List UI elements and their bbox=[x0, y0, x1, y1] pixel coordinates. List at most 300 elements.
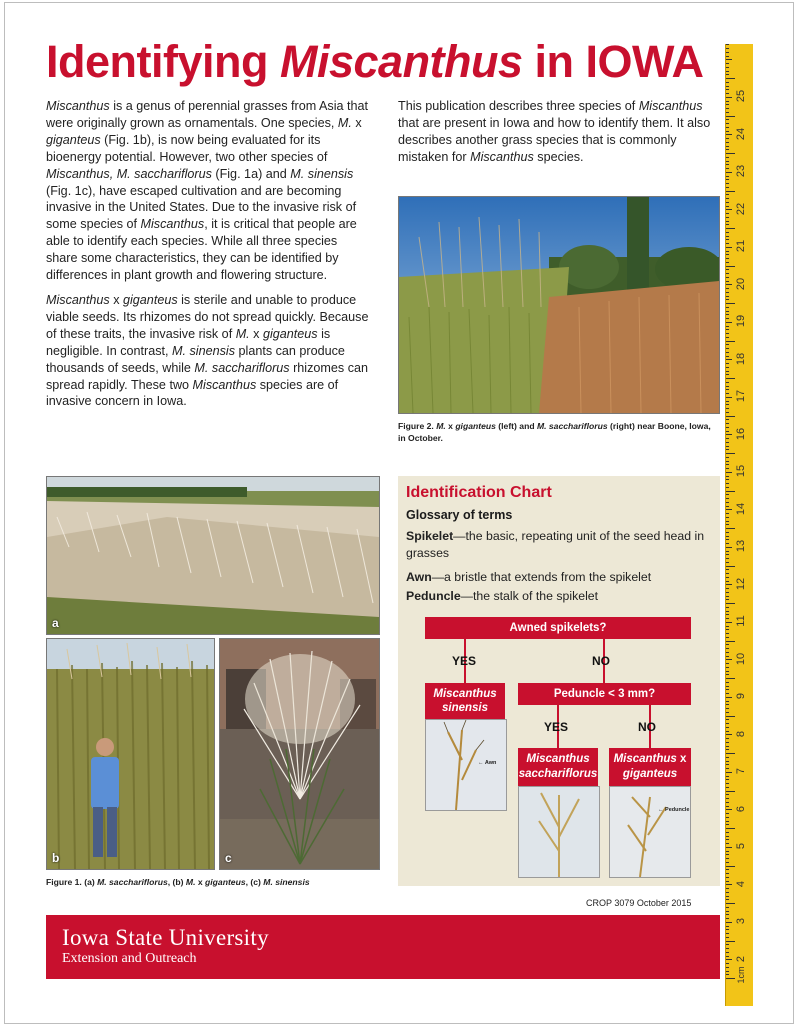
ruler-tick bbox=[726, 382, 729, 383]
ruler-tick bbox=[726, 723, 729, 724]
ruler-tick bbox=[726, 843, 729, 844]
ruler-tick bbox=[726, 254, 729, 255]
text-run: Miscanthus, M. sacchariflorus bbox=[46, 166, 212, 181]
ruler-tick bbox=[726, 783, 729, 784]
ruler-tick bbox=[726, 449, 729, 450]
ruler-tick bbox=[726, 198, 729, 199]
ruler-tick bbox=[726, 776, 729, 777]
ruler-tick bbox=[726, 322, 732, 323]
ruler-tick bbox=[726, 566, 735, 567]
ruler-tick bbox=[726, 416, 735, 417]
footer-banner bbox=[46, 915, 720, 979]
answer-no-1: NO bbox=[592, 654, 610, 668]
id-chart-title: Identification Chart bbox=[406, 484, 552, 501]
ruler-tick bbox=[726, 716, 735, 717]
glossary-heading: Glossary of terms bbox=[406, 508, 513, 522]
ruler-tick bbox=[726, 596, 729, 597]
ruler-number: 16 bbox=[735, 427, 747, 440]
ruler-tick bbox=[726, 408, 729, 409]
ruler-tick bbox=[726, 671, 729, 672]
ruler-tick bbox=[726, 648, 729, 649]
ruler-tick bbox=[726, 269, 729, 270]
intro-left-column bbox=[46, 98, 372, 418]
ruler-tick bbox=[726, 138, 729, 139]
ruler-tick bbox=[726, 817, 729, 818]
figure-2-photo bbox=[398, 196, 720, 414]
ruler-tick bbox=[726, 896, 729, 897]
ruler-tick bbox=[726, 453, 735, 454]
ruler-tick bbox=[726, 607, 729, 608]
ruler-tick bbox=[726, 311, 729, 312]
ruler-tick bbox=[726, 153, 735, 154]
ruler-tick bbox=[726, 674, 729, 675]
ruler-tick bbox=[726, 491, 735, 492]
ruler-tick bbox=[726, 464, 729, 465]
ruler-tick bbox=[726, 314, 729, 315]
ruler-number: 3 bbox=[735, 917, 747, 925]
text-run: is sterile and unable to produce viable seeds. Its rhizomes do not spread quickly. Because of these traits, the invasive risk of bbox=[46, 292, 369, 341]
ruler-tick bbox=[726, 303, 735, 304]
ruler-tick bbox=[726, 862, 729, 863]
ruler-number: 24 bbox=[735, 127, 747, 140]
ruler-tick bbox=[726, 974, 729, 975]
ruler-tick bbox=[726, 89, 729, 90]
ruler-tick bbox=[726, 794, 729, 795]
text-run: This publication describes three species of bbox=[398, 99, 639, 113]
ruler-tick bbox=[726, 569, 729, 570]
ruler-tick bbox=[726, 892, 729, 893]
intro-right-column bbox=[398, 98, 720, 174]
ruler-tick bbox=[726, 146, 729, 147]
ruler-tick bbox=[726, 404, 729, 405]
ruler-tick bbox=[726, 78, 735, 79]
figure-1b-photo bbox=[46, 638, 215, 870]
ruler-tick bbox=[726, 149, 729, 150]
ruler-tick bbox=[726, 359, 732, 360]
ruler-tick bbox=[726, 56, 729, 57]
ruler-tick bbox=[726, 918, 729, 919]
ruler-tick bbox=[726, 798, 729, 799]
ruler-tick bbox=[726, 251, 729, 252]
ruler-tick bbox=[726, 764, 729, 765]
ruler-number: 9 bbox=[735, 692, 747, 700]
ruler-tick bbox=[726, 472, 732, 473]
ruler-number: 21 bbox=[735, 239, 747, 253]
ruler-tick bbox=[726, 228, 735, 229]
ruler-tick bbox=[726, 116, 735, 117]
ruler-tick bbox=[726, 52, 729, 53]
ruler-tick bbox=[726, 266, 735, 267]
ruler-tick bbox=[726, 284, 732, 285]
ruler-number: 17 bbox=[735, 389, 747, 403]
ruler-tick bbox=[726, 554, 729, 555]
text-run: , (b) bbox=[167, 877, 186, 887]
text-run: species. bbox=[533, 149, 584, 164]
ruler-tick bbox=[726, 427, 729, 428]
ruler-tick bbox=[726, 93, 729, 94]
page-title: Identifying Miscanthus in IOWA bbox=[46, 36, 704, 87]
ruler-tick bbox=[726, 172, 732, 173]
awn-label: ← Awn bbox=[478, 760, 497, 766]
ruler-number: 18 bbox=[735, 352, 747, 365]
ruler-number: 11 bbox=[735, 615, 747, 627]
figure-1a-letter: a bbox=[52, 616, 59, 630]
ruler-tick bbox=[726, 536, 729, 537]
ruler-tick bbox=[726, 532, 729, 533]
ruler-tick bbox=[726, 318, 729, 319]
ruler-tick bbox=[726, 772, 732, 773]
ruler-tick bbox=[726, 356, 729, 357]
ruler-tick bbox=[726, 161, 729, 162]
publication-info: CROP 3079 October 2015 bbox=[586, 898, 692, 908]
ruler-tick bbox=[726, 326, 729, 327]
ruler-tick bbox=[726, 337, 729, 338]
text-run: Miscanthus bbox=[46, 292, 110, 307]
ruler-tick bbox=[726, 914, 729, 915]
text-run: Miscanthus bbox=[192, 377, 257, 392]
ruler-tick bbox=[726, 502, 729, 503]
text-run: that are present in Iowa and how to identify them. It also describes another grass species that is commonly mistaken for bbox=[398, 115, 711, 164]
ruler-tick bbox=[726, 476, 729, 477]
ruler-tick bbox=[726, 952, 729, 953]
spikelet-photo-sacchariflorus bbox=[518, 786, 600, 878]
ruler-number: 2 bbox=[735, 955, 747, 962]
ruler-tick bbox=[726, 832, 729, 833]
ruler-number: 12 bbox=[735, 577, 747, 590]
ruler-tick bbox=[726, 183, 729, 184]
ruler-number: 8 bbox=[735, 730, 747, 737]
ruler-tick bbox=[726, 926, 729, 927]
text-run: M. sinensis bbox=[172, 343, 236, 358]
ruler-tick bbox=[726, 757, 729, 758]
text-run: M. sacchariflorus bbox=[536, 421, 608, 431]
ruler-tick bbox=[726, 348, 729, 349]
ruler-tick bbox=[726, 749, 729, 750]
ruler-tick bbox=[726, 112, 729, 113]
ruler-tick bbox=[726, 963, 729, 964]
ruler-tick bbox=[726, 438, 729, 439]
text-run: Miscanthus bbox=[140, 217, 205, 232]
ruler-tick bbox=[726, 176, 729, 177]
ruler-tick bbox=[726, 633, 729, 634]
ruler-tick bbox=[726, 873, 729, 874]
ruler-tick bbox=[726, 487, 729, 488]
text-run: M. sacchariflorus bbox=[97, 877, 168, 887]
ruler-tick bbox=[726, 558, 729, 559]
ruler-tick bbox=[726, 104, 729, 105]
ruler-tick bbox=[726, 517, 729, 518]
ruler-tick bbox=[726, 371, 729, 372]
text-run: M. bbox=[436, 421, 446, 431]
ruler-tick bbox=[726, 888, 729, 889]
ruler-tick bbox=[726, 157, 729, 158]
text-run: Figure 2. bbox=[398, 421, 437, 431]
text-run: Miscanthus bbox=[638, 99, 703, 113]
ruler-tick bbox=[726, 944, 729, 945]
ruler-tick bbox=[726, 509, 732, 510]
ruler-tick bbox=[726, 333, 729, 334]
ruler-tick bbox=[726, 881, 729, 882]
ruler-tick bbox=[726, 693, 729, 694]
ruler-tick bbox=[726, 86, 729, 87]
figure-2-caption bbox=[398, 420, 720, 444]
ruler-number: 14 bbox=[735, 502, 747, 515]
ruler-tick bbox=[726, 907, 729, 908]
ruler-tick bbox=[726, 584, 732, 585]
ruler-tick bbox=[726, 202, 729, 203]
ruler-tick bbox=[726, 539, 729, 540]
ruler-tick bbox=[726, 899, 729, 900]
ruler-number: 20 bbox=[735, 277, 747, 290]
ruler-tick bbox=[726, 978, 735, 979]
ruler-tick bbox=[726, 941, 735, 942]
ruler-tick bbox=[726, 446, 729, 447]
glossary-peduncle: Peduncle—the stalk of the spikelet bbox=[406, 589, 599, 603]
ruler-tick bbox=[726, 232, 729, 233]
text-run: giganteus bbox=[46, 132, 101, 147]
ruler-tick bbox=[726, 551, 729, 552]
ruler-tick bbox=[726, 127, 729, 128]
ruler-tick bbox=[726, 134, 732, 135]
text-run: M. bbox=[235, 326, 250, 341]
ruler-tick bbox=[726, 659, 732, 660]
text-run: x bbox=[249, 326, 263, 341]
text-run: giganteus bbox=[205, 877, 246, 887]
ruler-tick bbox=[726, 524, 729, 525]
ruler-tick bbox=[726, 562, 729, 563]
ruler-tick bbox=[726, 903, 735, 904]
text-run: (Fig. 1c), have escaped cultivation and are becoming invasive in the United States. Due to the invasive risk of some species of bbox=[46, 183, 357, 232]
ruler-tick bbox=[726, 168, 729, 169]
text-run: M. bbox=[337, 115, 352, 130]
ruler-tick bbox=[726, 206, 729, 207]
ruler-tick bbox=[726, 442, 729, 443]
ruler-tick bbox=[726, 97, 732, 98]
answer-no-2: NO bbox=[638, 720, 656, 734]
ruler-tick bbox=[726, 71, 729, 72]
ruler-tick bbox=[726, 599, 729, 600]
ruler-tick bbox=[726, 629, 729, 630]
ruler-tick bbox=[726, 933, 729, 934]
ruler-tick bbox=[726, 292, 729, 293]
ruler-number: 23 bbox=[735, 164, 747, 178]
text-run: giganteus bbox=[455, 421, 496, 431]
text-run: is negligible. In contrast, bbox=[46, 326, 331, 358]
ruler-tick bbox=[726, 641, 735, 642]
identification-chart bbox=[398, 476, 720, 886]
text-run: giganteus bbox=[123, 292, 178, 307]
ruler-tick bbox=[726, 652, 729, 653]
text-run: x bbox=[445, 421, 456, 431]
ruler-tick bbox=[726, 419, 729, 420]
ruler-tick bbox=[726, 592, 729, 593]
ruler-tick bbox=[726, 922, 732, 923]
ruler-tick bbox=[726, 704, 729, 705]
ruler-tick bbox=[726, 731, 729, 732]
ruler-tick bbox=[726, 719, 729, 720]
ruler-tick bbox=[726, 378, 735, 379]
ruler-unit-label: 1cm bbox=[736, 966, 746, 984]
ruler-tick bbox=[726, 622, 732, 623]
ruler-tick bbox=[726, 461, 729, 462]
figure-1a-photo bbox=[46, 476, 380, 635]
ruler-tick bbox=[726, 712, 729, 713]
text-run: M. sinensis bbox=[290, 166, 354, 181]
ruler-tick bbox=[726, 937, 729, 938]
ruler-tick bbox=[726, 828, 735, 829]
text-run: Miscanthus bbox=[470, 149, 534, 164]
ruler-tick bbox=[726, 809, 732, 810]
ruler-tick bbox=[726, 839, 729, 840]
ruler-tick bbox=[726, 614, 729, 615]
intro-paragraph-1 bbox=[46, 98, 372, 284]
ruler-tick bbox=[726, 213, 729, 214]
ruler-tick bbox=[726, 194, 729, 195]
ruler-number: 25 bbox=[735, 89, 747, 103]
ruler-tick bbox=[726, 877, 729, 878]
ruler-tick bbox=[726, 434, 732, 435]
ruler-tick bbox=[726, 299, 729, 300]
figure-1b-letter: b bbox=[52, 851, 60, 865]
ruler-tick bbox=[726, 123, 729, 124]
text-run: rhizomes can spread rapidly. These two bbox=[46, 360, 369, 392]
ruler-tick bbox=[726, 258, 729, 259]
ruler-tick bbox=[726, 224, 729, 225]
text-run: (right) near Boone, Iowa, in October. bbox=[398, 421, 711, 443]
ruler-tick bbox=[726, 663, 729, 664]
ruler-tick bbox=[726, 682, 729, 683]
text-run: , it is critical that people are able to identify each species. While all three species share some characteristics, they can be identified by differences in plant growth and flowering structure. bbox=[46, 217, 357, 283]
ruler-tick bbox=[726, 869, 729, 870]
ruler-tick bbox=[726, 457, 729, 458]
ruler-tick bbox=[726, 423, 729, 424]
ruler-tick bbox=[726, 543, 729, 544]
text-run: (Fig. 1a) and bbox=[211, 166, 291, 181]
text-run: M. bbox=[185, 877, 196, 887]
ruler-tick bbox=[726, 221, 729, 222]
ruler-number: 4 bbox=[735, 880, 747, 887]
figure-1-caption bbox=[46, 876, 386, 888]
answer-yes-1: YES bbox=[452, 654, 477, 668]
ruler-tick bbox=[726, 48, 729, 49]
centimeter-ruler bbox=[725, 44, 753, 1006]
ruler-number: 15 bbox=[735, 464, 747, 478]
ruler-tick bbox=[726, 397, 732, 398]
text-run: giganteus bbox=[262, 326, 318, 341]
ruler-tick bbox=[726, 262, 729, 263]
ruler-tick bbox=[726, 528, 735, 529]
ruler-tick bbox=[726, 577, 729, 578]
ruler-tick bbox=[726, 821, 729, 822]
ruler-tick bbox=[726, 217, 729, 218]
ruler-number: 13 bbox=[735, 539, 747, 553]
ruler-tick bbox=[726, 854, 729, 855]
ruler-tick bbox=[726, 802, 729, 803]
ruler-tick bbox=[726, 637, 729, 638]
glossary-spikelet: Spikelet—the basic, repeating unit of the seed head in grasses bbox=[406, 529, 705, 560]
ruler-tick bbox=[726, 63, 729, 64]
ruler-tick bbox=[726, 959, 732, 960]
text-run: (Fig. 1b), is now being evaluated for its bioenergy potential. However, two other species of bbox=[46, 132, 328, 164]
ruler-tick bbox=[726, 806, 729, 807]
text-run: Miscanthus bbox=[46, 99, 110, 113]
text-run: (left) and bbox=[495, 421, 537, 431]
ruler-tick bbox=[726, 708, 729, 709]
text-run: M. sinensis bbox=[263, 877, 310, 887]
ruler-tick bbox=[726, 573, 729, 574]
ruler-tick bbox=[726, 678, 735, 679]
spikelet-photo-giganteus bbox=[609, 786, 691, 878]
ruler-tick bbox=[726, 929, 729, 930]
ruler-tick bbox=[726, 386, 729, 387]
ruler-number: 10 bbox=[735, 652, 747, 665]
intro-paragraph-2 bbox=[46, 292, 372, 410]
ruler-tick bbox=[726, 82, 729, 83]
ruler-number: 6 bbox=[735, 805, 747, 812]
ruler-tick bbox=[726, 513, 729, 514]
ruler-tick bbox=[726, 738, 729, 739]
ruler-tick bbox=[726, 911, 729, 912]
ruler-tick bbox=[726, 948, 729, 949]
ruler-tick bbox=[726, 288, 729, 289]
peduncle-label: ← Peduncle bbox=[658, 807, 690, 813]
result-miscanthus-sinensis: Miscanthus sinensis bbox=[425, 683, 505, 719]
ruler-tick bbox=[726, 59, 732, 60]
ruler-tick bbox=[726, 277, 729, 278]
ruler-tick bbox=[726, 689, 729, 690]
intro-paragraph-3 bbox=[398, 98, 720, 166]
ruler-tick bbox=[726, 588, 729, 589]
ruler-tick bbox=[726, 296, 729, 297]
ruler-tick bbox=[726, 131, 729, 132]
text-run: M. sacchariflorus bbox=[194, 360, 290, 375]
ruler-tick bbox=[726, 479, 729, 480]
ruler-tick bbox=[726, 367, 729, 368]
ruler-tick bbox=[726, 956, 729, 957]
glossary-awn: Awn—a bristle that extends from the spikelet bbox=[406, 570, 652, 584]
ruler-tick bbox=[726, 498, 729, 499]
figure-1c-letter: c bbox=[225, 851, 232, 865]
ruler-tick bbox=[726, 851, 729, 852]
ruler-tick bbox=[726, 727, 729, 728]
text-run: plants can produce thousands of seeds, while bbox=[46, 343, 345, 375]
university-unit: Extension and Outreach bbox=[62, 951, 197, 966]
result-miscanthus-sacchariflorus: Miscanthus sacchariflorus bbox=[518, 748, 598, 786]
university-name: Iowa State University bbox=[62, 925, 269, 950]
ruler-tick bbox=[726, 521, 729, 522]
ruler-tick bbox=[726, 187, 729, 188]
text-run: x bbox=[195, 877, 206, 887]
ruler-tick bbox=[726, 626, 729, 627]
text-run: x bbox=[109, 292, 123, 307]
ruler-tick bbox=[726, 967, 729, 968]
ruler-tick bbox=[726, 603, 735, 604]
ruler-tick bbox=[726, 307, 729, 308]
answer-yes-2: YES bbox=[544, 720, 569, 734]
ruler-tick bbox=[726, 787, 729, 788]
ruler-tick bbox=[726, 483, 729, 484]
ruler-tick bbox=[726, 239, 729, 240]
ruler-tick bbox=[726, 101, 729, 102]
ruler-tick bbox=[726, 352, 729, 353]
ruler-tick bbox=[726, 273, 729, 274]
ruler-tick bbox=[726, 281, 729, 282]
ruler-tick bbox=[726, 656, 729, 657]
ruler-tick bbox=[726, 164, 729, 165]
ruler-tick bbox=[726, 547, 732, 548]
ruler-number: 22 bbox=[735, 202, 747, 215]
text-run: , (c) bbox=[245, 877, 264, 887]
